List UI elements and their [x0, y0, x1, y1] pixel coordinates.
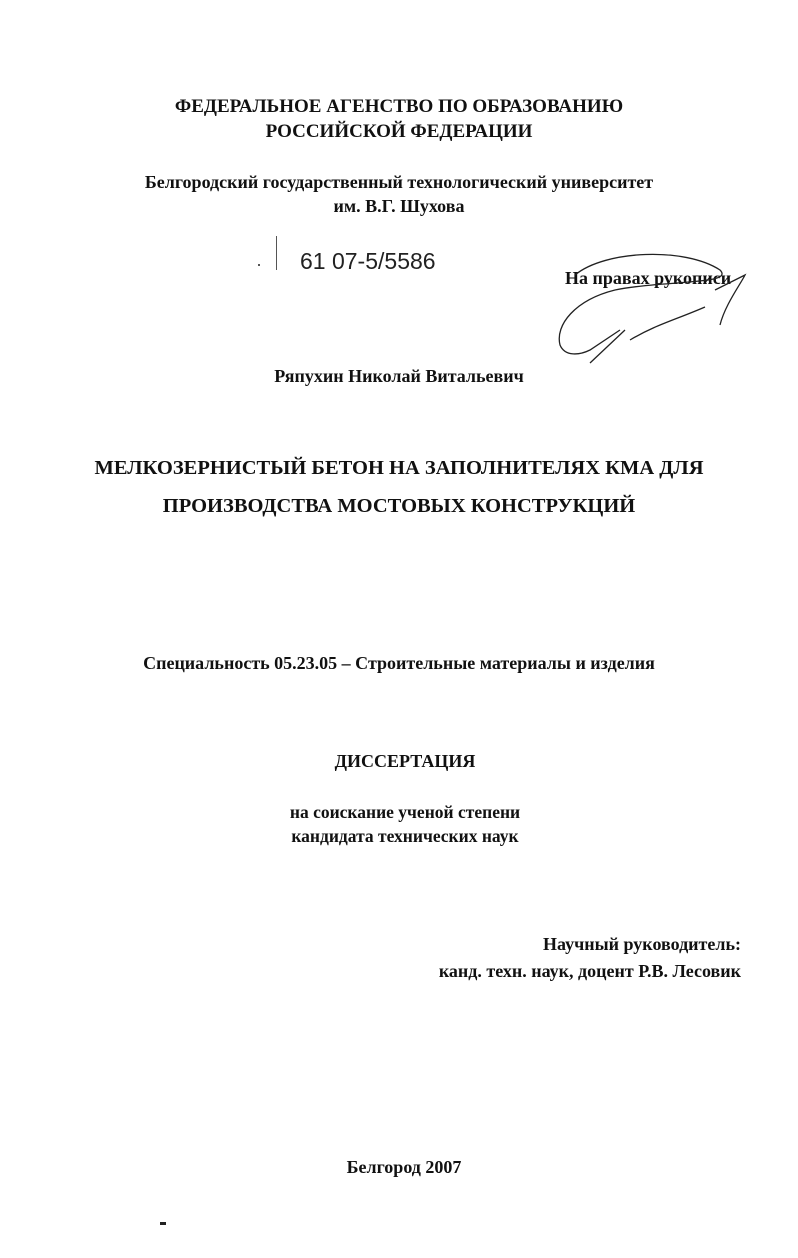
scan-dot — [258, 264, 260, 266]
signature-image — [545, 245, 760, 370]
agency-line-2: РОССИЙСКОЙ ФЕДЕРАЦИИ — [265, 121, 533, 142]
supervisor-name: канд. техн. наук, доцент Р.В. Лесовик — [438, 961, 741, 981]
degree-line-2: кандидата технических наук — [291, 826, 519, 846]
university-line-2: им. В.Г. Шухова — [333, 196, 465, 216]
scan-mark — [276, 236, 277, 270]
city-year: Белгород 2007 — [346, 1157, 462, 1177]
manuscript-rights-note: На правах рукописи — [565, 268, 732, 288]
registration-stamp-number: 61 07-5/5586 — [300, 248, 436, 274]
university-line-1: Белгородский государственный технологический университет — [144, 172, 654, 192]
author-name: Ряпухин Николай Витальевич — [274, 366, 524, 386]
document-type: ДИССЕРТАЦИЯ — [334, 751, 476, 771]
scan-dot — [160, 1222, 166, 1225]
degree-line-1: на соискание ученой степени — [289, 802, 521, 822]
thesis-title-line-2: ПРОИЗВОДСТВА МОСТОВЫХ КОНСТРУКЦИЙ — [162, 495, 636, 517]
agency-line-1: ФЕДЕРАЛЬНОЕ АГЕНСТВО ПО ОБРАЗОВАНИЮ — [174, 96, 624, 117]
specialty: Специальность 05.23.05 – Строительные материалы и изделия — [143, 653, 655, 673]
thesis-title-line-1: МЕЛКОЗЕРНИСТЫЙ БЕТОН НА ЗАПОЛНИТЕЛЯХ КМА ДЛЯ — [94, 457, 704, 479]
supervisor-label: Научный руководитель: — [543, 934, 741, 954]
